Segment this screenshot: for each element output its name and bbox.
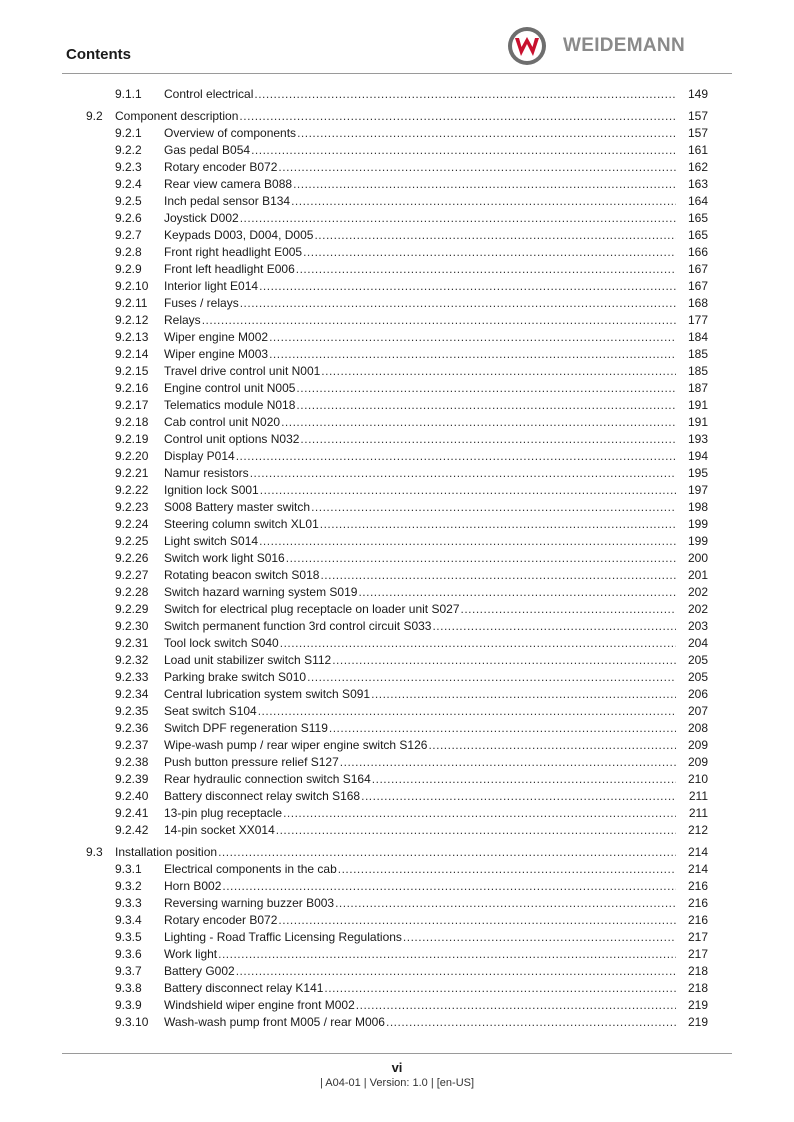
toc-entry-number: 9.3.1	[115, 862, 142, 876]
toc-leader-dots	[278, 912, 676, 929]
toc-entry-number: 9.3.7	[115, 964, 142, 978]
toc-section-entry[interactable]	[86, 844, 708, 861]
toc-entry-number: 9.2.21	[115, 466, 149, 480]
version-info: | A04-01 | Version: 1.0 | [en-US]	[319, 1077, 475, 1089]
toc-entry-page: 194	[687, 449, 708, 463]
toc-entry-title: Ignition lock S001	[164, 483, 259, 497]
toc-leader-dots	[259, 278, 676, 295]
toc-entry-number: 9.2.35	[115, 704, 149, 718]
toc-leader-dots	[428, 737, 676, 754]
toc-entry-page: 184	[687, 330, 708, 344]
toc-leader-dots	[222, 878, 676, 895]
toc-entry-page: 185	[687, 364, 708, 378]
toc-subsection-entry[interactable]	[86, 618, 708, 635]
toc-entry-page: 187	[687, 381, 708, 395]
toc-subsection-entry[interactable]	[86, 533, 708, 550]
toc-leader-dots	[356, 997, 676, 1014]
toc-entry-title: Light switch S014	[164, 534, 259, 548]
toc-entry-title: Gas pedal B054	[164, 143, 251, 157]
toc-leader-dots	[239, 108, 676, 125]
toc-entry-title: 13-pin plug receptacle	[164, 806, 283, 820]
toc-entry-title: Fuses / relays	[164, 296, 239, 310]
toc-subsection-entry[interactable]	[86, 125, 708, 142]
toc-subsection-entry[interactable]	[86, 86, 708, 103]
toc-entry-number: 9.2.42	[115, 823, 149, 837]
toc-entry-page: 162	[687, 160, 708, 174]
toc-entry-title: Steering column switch XL01	[164, 517, 319, 531]
toc-entry-number: 9.2.17	[115, 398, 149, 412]
toc-subsection-entry[interactable]	[86, 771, 708, 788]
toc-entry-title: Inch pedal sensor B134	[164, 194, 291, 208]
toc-leader-dots	[335, 895, 676, 912]
toc-leader-dots	[432, 618, 676, 635]
toc-leader-dots	[254, 86, 676, 103]
toc-entry-page: 205	[687, 653, 708, 667]
toc-entry-number: 9.2.11	[115, 296, 148, 310]
toc-entry-title: Control unit options N032	[164, 432, 300, 446]
toc-entry-title: Lighting - Road Traffic Licensing Regulations	[164, 930, 402, 944]
toc-leader-dots	[300, 431, 676, 448]
toc-entry-page: 208	[687, 721, 708, 735]
toc-entry-page: 207	[687, 704, 708, 718]
toc-subsection-entry[interactable]	[86, 414, 708, 431]
toc-entry-page: 214	[687, 845, 708, 859]
toc-entry-number: 9.2.30	[115, 619, 149, 633]
toc-entry-title: Interior light E014	[164, 279, 259, 293]
toc-leader-dots	[202, 312, 676, 329]
toc-entry-page: 203	[687, 619, 708, 633]
toc-subsection-entry[interactable]	[86, 878, 708, 895]
toc-leader-dots	[236, 963, 676, 980]
toc-entry-page: 191	[687, 415, 708, 429]
toc-entry-page: 161	[687, 143, 708, 157]
toc-subsection-entry[interactable]	[86, 584, 708, 601]
toc-leader-dots	[329, 720, 676, 737]
toc-entry-number: 9.3.9	[115, 998, 142, 1012]
toc-leader-dots	[236, 448, 676, 465]
toc-leader-dots	[307, 669, 676, 686]
toc-entry-title: Rear view camera B088	[164, 177, 293, 191]
toc-leader-dots	[371, 686, 676, 703]
toc-entry-page: 202	[687, 585, 708, 599]
toc-entry-number: 9.2.9	[115, 262, 142, 276]
toc-leader-dots	[461, 601, 677, 618]
toc-section-entry[interactable]	[86, 108, 708, 125]
toc-entry-title: Relays	[164, 313, 201, 327]
toc-entry-number: 9.2.14	[115, 347, 149, 361]
toc-entry-page: 163	[687, 177, 708, 191]
toc-leader-dots	[297, 125, 676, 142]
toc-entry-title: Battery G002	[164, 964, 235, 978]
toc-entry-title: Push button pressure relief S127	[164, 755, 339, 769]
toc-entry-number: 9.2.28	[115, 585, 149, 599]
toc-entry-title: Switch DPF regeneration S119	[164, 721, 328, 735]
toc-leader-dots	[276, 822, 676, 839]
toc-subsection-entry[interactable]	[86, 516, 708, 533]
toc-leader-dots	[314, 227, 676, 244]
toc-entry-page: 177	[687, 313, 708, 327]
toc-leader-dots	[280, 635, 676, 652]
toc-entry-page: 209	[687, 738, 708, 752]
toc-entry-page: 216	[687, 879, 708, 893]
toc-leader-dots	[321, 363, 676, 380]
toc-subsection-entry[interactable]	[86, 176, 708, 193]
toc-subsection-entry[interactable]	[86, 278, 708, 295]
toc-entry-title: Battery disconnect relay switch S168	[164, 789, 361, 803]
toc-subsection-entry[interactable]	[86, 567, 708, 584]
toc-entry-page: 165	[687, 211, 708, 225]
toc-leader-dots	[340, 754, 676, 771]
toc-entry-number: 9.2.5	[115, 194, 142, 208]
toc-subsection-entry[interactable]	[86, 499, 708, 516]
toc-entry-title: Front left headlight E006	[164, 262, 295, 276]
page-number: vi	[391, 1060, 403, 1075]
toc-leader-dots	[269, 346, 676, 363]
toc-leader-dots	[278, 159, 676, 176]
toc-entry-number: 9.2.15	[115, 364, 149, 378]
toc-subsection-entry[interactable]	[86, 652, 708, 669]
toc-leader-dots	[258, 703, 676, 720]
toc-entry-page: 217	[687, 947, 708, 961]
toc-entry-page: 209	[687, 755, 708, 769]
toc-subsection-entry[interactable]	[86, 929, 708, 946]
toc-subsection-entry[interactable]	[86, 380, 708, 397]
page-title: Contents	[66, 46, 131, 63]
toc-entry-page: 167	[687, 279, 708, 293]
toc-entry-page: 193	[687, 432, 708, 446]
toc-entry-number: 9.2.38	[115, 755, 149, 769]
toc-entry-title: Telematics module N018	[164, 398, 296, 412]
footer-divider	[62, 1053, 732, 1054]
toc-subsection-entry[interactable]	[86, 363, 708, 380]
toc-leader-dots	[296, 380, 676, 397]
toc-entry-title: Joystick D002	[164, 211, 239, 225]
toc-entry-page: 218	[687, 964, 708, 978]
toc-entry-page: 210	[687, 772, 708, 786]
toc-entry-number: 9.2.36	[115, 721, 149, 735]
toc-subsection-entry[interactable]	[86, 244, 708, 261]
toc-entry-page: 219	[687, 1015, 708, 1029]
toc-entry-number: 9.3.2	[115, 879, 142, 893]
toc-subsection-entry[interactable]	[86, 805, 708, 822]
toc-entry-number: 9.2.10	[115, 279, 149, 293]
header-divider	[62, 73, 732, 74]
toc-entry-number: 9.2.33	[115, 670, 149, 684]
toc-leader-dots	[281, 414, 676, 431]
toc-entry-number: 9.2.40	[115, 789, 149, 803]
toc-leader-dots	[338, 861, 676, 878]
toc-leader-dots	[320, 516, 676, 533]
toc-leader-dots	[269, 329, 676, 346]
toc-leader-dots	[303, 244, 676, 261]
toc-entry-page: 214	[687, 862, 708, 876]
toc-entry-title: Wash-wash pump front M005 / rear M006	[164, 1015, 385, 1029]
toc-entry-title: Electrical components in the cab	[164, 862, 337, 876]
toc-entry-number: 9.3.3	[115, 896, 142, 910]
toc-subsection-entry[interactable]	[86, 329, 708, 346]
toc-subsection-entry[interactable]	[86, 448, 708, 465]
toc-subsection-entry[interactable]	[86, 261, 708, 278]
toc-entry-number: 9.2.20	[115, 449, 149, 463]
toc-entry-page: 212	[687, 823, 708, 837]
toc-subsection-entry[interactable]	[86, 295, 708, 312]
toc-entry-number: 9.2.12	[115, 313, 149, 327]
toc-entry-title: Front right headlight E005	[164, 245, 303, 259]
toc-leader-dots	[372, 771, 676, 788]
toc-entry-number: 9.2.41	[115, 806, 149, 820]
toc-entry-number: 9.2.32	[115, 653, 149, 667]
toc-entry-page: 219	[687, 998, 708, 1012]
toc-entry-number: 9.3.4	[115, 913, 142, 927]
toc-leader-dots	[291, 193, 676, 210]
toc-subsection-entry[interactable]	[86, 159, 708, 176]
toc-entry-page: 195	[687, 466, 708, 480]
toc-subsection-entry[interactable]	[86, 737, 708, 754]
toc-entry-page: 165	[687, 228, 708, 242]
toc-entry-number: 9.2.16	[115, 381, 149, 395]
toc-subsection-entry[interactable]	[86, 482, 708, 499]
toc-leader-dots	[286, 550, 676, 567]
toc-entry-page: 211	[688, 789, 708, 803]
toc-entry-title: Display P014	[164, 449, 235, 463]
toc-entry-number: 9.3.6	[115, 947, 142, 961]
toc-entry-number: 9.2.13	[115, 330, 149, 344]
toc-entry-number: 9.2.27	[115, 568, 149, 582]
toc-entry-number: 9.2.26	[115, 551, 149, 565]
toc-leader-dots	[218, 844, 676, 861]
toc-subsection-entry[interactable]	[86, 465, 708, 482]
toc-subsection-entry[interactable]	[86, 912, 708, 929]
toc-entry-page: 157	[687, 126, 708, 140]
toc-entry-page: 157	[687, 109, 708, 123]
toc-subsection-entry[interactable]	[86, 1014, 708, 1031]
toc-subsection-entry[interactable]	[86, 312, 708, 329]
toc-entry-page: 201	[687, 568, 708, 582]
toc-entry-number: 9.2.29	[115, 602, 149, 616]
toc-entry-title: Rotary encoder B072	[164, 913, 278, 927]
toc-entry-title: Tool lock switch S040	[164, 636, 279, 650]
toc-entry-title: Wiper engine M003	[164, 347, 269, 361]
toc-entry-title: Cab control unit N020	[164, 415, 281, 429]
toc-leader-dots	[250, 465, 676, 482]
toc-entry-page: 200	[687, 551, 708, 565]
toc-subsection-entry[interactable]	[86, 431, 708, 448]
brand-logo	[507, 26, 685, 66]
toc-entry-page: 191	[687, 398, 708, 412]
toc-subsection-entry[interactable]	[86, 720, 708, 737]
toc-entry-page: 167	[687, 262, 708, 276]
toc-entry-number: 9.2.19	[115, 432, 149, 446]
toc-entry-title: Work light	[164, 947, 218, 961]
toc-entry-title: Seat switch S104	[164, 704, 257, 718]
toc-entry-title: Rotating beacon switch S018	[164, 568, 320, 582]
toc-entry-page: 218	[687, 981, 708, 995]
toc-entry-title: Namur resistors	[164, 466, 249, 480]
toc-entry-number: 9.2.18	[115, 415, 149, 429]
toc-entry-title: Travel drive control unit N001	[164, 364, 321, 378]
toc-entry-number: 9.2.37	[115, 738, 149, 752]
toc-leader-dots	[259, 533, 676, 550]
toc-subsection-entry[interactable]	[86, 946, 708, 963]
toc-leader-dots	[403, 929, 676, 946]
toc-entry-title: Windshield wiper engine front M002	[164, 998, 355, 1012]
toc-entry-page: 168	[687, 296, 708, 310]
toc-entry-page: 211	[688, 806, 708, 820]
toc-subsection-entry[interactable]	[86, 601, 708, 618]
toc-subsection-entry[interactable]	[86, 703, 708, 720]
toc-entry-number: 9.2.3	[115, 160, 142, 174]
toc-leader-dots	[358, 584, 676, 601]
toc-entry-number: 9.3	[86, 845, 103, 859]
toc-entry-title: Parking brake switch S010	[164, 670, 307, 684]
toc-entry-number: 9.3.10	[115, 1015, 149, 1029]
toc-leader-dots	[320, 567, 676, 584]
toc-subsection-entry[interactable]	[86, 788, 708, 805]
toc-entry-title: Wipe-wash pump / rear wiper engine switch S126	[164, 738, 428, 752]
toc-entry-page: 164	[687, 194, 708, 208]
toc-entry-number: 9.2.4	[115, 177, 142, 191]
toc-entry-page: 197	[687, 483, 708, 497]
toc-entry-number: 9.2.7	[115, 228, 142, 242]
toc-subsection-entry[interactable]	[86, 142, 708, 159]
toc-entry-title: Switch permanent function 3rd control circuit S033	[164, 619, 432, 633]
toc-subsection-entry[interactable]	[86, 346, 708, 363]
toc-entry-number: 9.2.1	[115, 126, 142, 140]
toc-leader-dots	[260, 482, 676, 499]
toc-leader-dots	[251, 142, 676, 159]
toc-entry-title: Horn B002	[164, 879, 222, 893]
toc-entry-number: 9.2.34	[115, 687, 149, 701]
toc-entry-number: 9.2.6	[115, 211, 142, 225]
toc-subsection-entry[interactable]	[86, 822, 708, 839]
toc-subsection-entry[interactable]	[86, 397, 708, 414]
toc-entry-title: 14-pin socket XX014	[164, 823, 275, 837]
toc-subsection-entry[interactable]	[86, 963, 708, 980]
toc-leader-dots	[240, 210, 676, 227]
toc-entry-title: Central lubrication system switch S091	[164, 687, 371, 701]
toc-entry-title: Installation position	[115, 845, 218, 859]
toc-subsection-entry[interactable]	[86, 754, 708, 771]
toc-entry-number: 9.2.22	[115, 483, 149, 497]
toc-entry-title: Load unit stabilizer switch S112	[164, 653, 332, 667]
toc-entry-title: Rear hydraulic connection switch S164	[164, 772, 371, 786]
toc-entry-number: 9.2.2	[115, 143, 142, 157]
toc-leader-dots	[311, 499, 676, 516]
toc-leader-dots	[386, 1014, 676, 1031]
toc-entry-page: 202	[687, 602, 708, 616]
toc-entry-title: Rotary encoder B072	[164, 160, 278, 174]
toc-leader-dots	[240, 295, 676, 312]
toc-subsection-entry[interactable]	[86, 861, 708, 878]
table-of-contents	[86, 86, 708, 1031]
toc-entry-title: Switch for electrical plug receptacle on loader unit S027	[164, 602, 460, 616]
toc-entry-number: 9.2.31	[115, 636, 149, 650]
toc-entry-page: 149	[687, 87, 708, 101]
toc-entry-number: 9.2.25	[115, 534, 149, 548]
toc-entry-title: Reversing warning buzzer B003	[164, 896, 335, 910]
toc-subsection-entry[interactable]	[86, 210, 708, 227]
toc-leader-dots	[332, 652, 676, 669]
toc-entry-title: Wiper engine M002	[164, 330, 269, 344]
toc-entry-number: 9.2.8	[115, 245, 142, 259]
toc-entry-number: 9.3.5	[115, 930, 142, 944]
toc-entry-title: Switch hazard warning system S019	[164, 585, 358, 599]
toc-entry-title: Overview of components	[164, 126, 297, 140]
toc-subsection-entry[interactable]	[86, 997, 708, 1014]
toc-entry-page: 206	[687, 687, 708, 701]
toc-subsection-entry[interactable]	[86, 635, 708, 652]
toc-entry-page: 166	[687, 245, 708, 259]
toc-entry-title: Keypads D003, D004, D005	[164, 228, 314, 242]
toc-entry-title: Engine control unit N005	[164, 381, 296, 395]
toc-entry-number: 9.2.24	[115, 517, 149, 531]
toc-leader-dots	[296, 397, 676, 414]
toc-entry-page: 216	[687, 913, 708, 927]
toc-leader-dots	[283, 805, 676, 822]
toc-entry-page: 199	[687, 534, 708, 548]
brand-name: WEIDEMANN	[563, 35, 685, 56]
toc-subsection-entry[interactable]	[86, 550, 708, 567]
toc-entry-title: S008 Battery master switch	[164, 500, 311, 514]
toc-entry-number: 9.1.1	[115, 87, 142, 101]
toc-entry-page: 198	[687, 500, 708, 514]
toc-subsection-entry[interactable]	[86, 895, 708, 912]
toc-leader-dots	[361, 788, 676, 805]
toc-entry-number: 9.2.23	[115, 500, 149, 514]
toc-entry-title: Battery disconnect relay K141	[164, 981, 324, 995]
toc-entry-title: Switch work light S016	[164, 551, 285, 565]
toc-entry-page: 205	[687, 670, 708, 684]
toc-subsection-entry[interactable]	[86, 227, 708, 244]
toc-entry-number: 9.3.8	[115, 981, 142, 995]
toc-entry-number: 9.2.39	[115, 772, 149, 786]
toc-entry-page: 216	[687, 896, 708, 910]
toc-entry-page: 217	[687, 930, 708, 944]
toc-leader-dots	[324, 980, 676, 997]
toc-subsection-entry[interactable]	[86, 669, 708, 686]
toc-leader-dots	[296, 261, 676, 278]
toc-subsection-entry[interactable]	[86, 980, 708, 997]
weidemann-logo-icon	[507, 26, 547, 66]
toc-entry-page: 199	[687, 517, 708, 531]
toc-entry-number: 9.2	[86, 109, 103, 123]
toc-subsection-entry[interactable]	[86, 193, 708, 210]
toc-entry-page: 185	[687, 347, 708, 361]
toc-entry-title: Component description	[115, 109, 239, 123]
toc-entry-title: Control electrical	[164, 87, 254, 101]
toc-leader-dots	[218, 946, 676, 963]
toc-subsection-entry[interactable]	[86, 686, 708, 703]
toc-entry-page: 204	[687, 636, 708, 650]
toc-leader-dots	[293, 176, 676, 193]
